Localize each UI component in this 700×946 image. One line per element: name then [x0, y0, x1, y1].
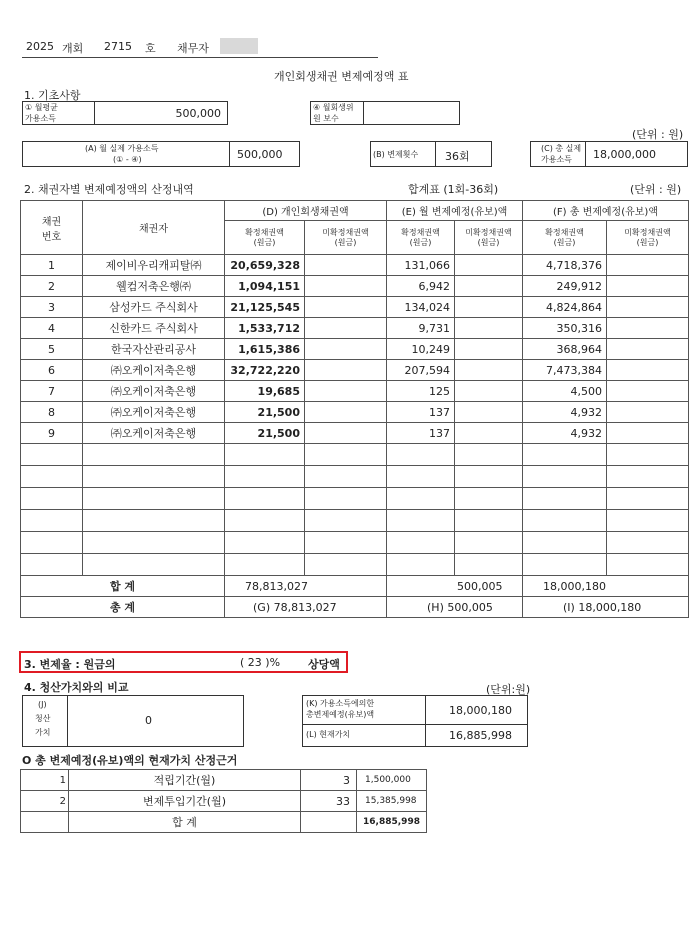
- debtor-label: 채무자: [177, 42, 209, 55]
- monthly-fee-label-1: ④ 월회생위: [313, 103, 354, 112]
- creditor-no: 1: [21, 255, 83, 276]
- box-j-value: 0: [145, 714, 152, 727]
- unconfirmed-claim: [305, 532, 387, 554]
- unconfirmed-claim: [305, 318, 387, 339]
- monthly-repayment: [387, 554, 455, 576]
- pv-no: 1: [21, 770, 69, 791]
- monthly-repayment: 134,024: [387, 297, 455, 318]
- monthly-repayment: 137: [387, 402, 455, 423]
- unconfirmed-claim: [305, 360, 387, 381]
- total-unconfirmed: [607, 510, 689, 532]
- header-rule: [22, 57, 378, 58]
- pv-label: 변제투입기간(월): [69, 791, 301, 812]
- total-repayment: 4,824,864: [523, 297, 607, 318]
- creditor-name: 제이비우리캐피탈㈜: [83, 255, 225, 276]
- case-year: 2025: [26, 40, 54, 53]
- total-i: (I) 18,000,180: [523, 597, 689, 618]
- pv-no: 2: [21, 791, 69, 812]
- pv-months: 3: [301, 770, 357, 791]
- sub-header-f-unconfirmed: 미확정채권액 (원금): [607, 221, 689, 255]
- repayment-rate-suffix: 상당액: [308, 658, 340, 671]
- sub-header-d-confirmed: 확정채권액 (원금): [225, 221, 305, 255]
- section2-summary: 합계표 (1회-36회): [408, 183, 499, 196]
- table-row: [21, 297, 689, 318]
- monthly-unconfirmed: [455, 510, 523, 532]
- pv-label: 적립기간(월): [69, 770, 301, 791]
- monthly-unconfirmed: [455, 360, 523, 381]
- monthly-repayment: 6,942: [387, 276, 455, 297]
- total-unconfirmed: [607, 554, 689, 576]
- box-k-value: 18,000,180: [449, 704, 512, 717]
- unconfirmed-claim: [305, 276, 387, 297]
- table-row: [21, 318, 689, 339]
- confirmed-claim: 1,094,151: [225, 276, 305, 297]
- col-header-e: (E) 월 변제예정(유보)액: [387, 201, 523, 221]
- total-unconfirmed: [607, 381, 689, 402]
- creditor-table: [20, 200, 689, 618]
- creditor-name: [83, 510, 225, 532]
- creditor-name: ㈜오케이저축은행: [83, 360, 225, 381]
- section2-unit: (단위 : 원): [630, 183, 682, 196]
- col-header-no: 채권 번호: [21, 201, 83, 255]
- box-kl: [302, 695, 528, 747]
- subtotal-f: 18,000,180: [523, 576, 689, 597]
- unconfirmed-claim: [305, 466, 387, 488]
- sub-header-e-confirmed: 확정채권액 (원금): [387, 221, 455, 255]
- total-label: 총 계: [21, 597, 225, 618]
- table-row: [21, 276, 689, 297]
- box-c-label-1: (C) 총 실제: [541, 144, 582, 153]
- col-header-d: (D) 개인회생채권액: [225, 201, 387, 221]
- confirmed-claim: [225, 488, 305, 510]
- monthly-unconfirmed: [455, 402, 523, 423]
- confirmed-claim: 21,125,545: [225, 297, 305, 318]
- creditor-no: 8: [21, 402, 83, 423]
- creditor-name: 웰컴저축은행㈜: [83, 276, 225, 297]
- total-repayment: [523, 466, 607, 488]
- confirmed-claim: [225, 532, 305, 554]
- monthly-unconfirmed: [455, 297, 523, 318]
- creditor-name: [83, 444, 225, 466]
- sub-header-e-unconfirmed: 미확정채권액 (원금): [455, 221, 523, 255]
- creditor-no: 3: [21, 297, 83, 318]
- total-unconfirmed: [607, 532, 689, 554]
- monthly-unconfirmed: [455, 466, 523, 488]
- creditor-no: [21, 532, 83, 554]
- monthly-income-value: 500,000: [175, 107, 221, 120]
- confirmed-claim: 21,500: [225, 423, 305, 444]
- table-row: [21, 339, 689, 360]
- monthly-repayment: 10,249: [387, 339, 455, 360]
- sub-header-d-unconfirmed: 미확정채권액 (원금): [305, 221, 387, 255]
- total-repayment: [523, 554, 607, 576]
- section1-heading: 1. 기초사항: [24, 89, 81, 102]
- document-title: 개인회생채권 변제예정액 표: [274, 70, 409, 83]
- total-repayment: [523, 488, 607, 510]
- box-a-label-1: (A) 월 실제 가용소득: [85, 144, 159, 153]
- total-repayment: 249,912: [523, 276, 607, 297]
- box-l-value: 16,885,998: [449, 729, 512, 742]
- unconfirmed-claim: [305, 510, 387, 532]
- pv-total-value: 16,885,998: [357, 812, 427, 833]
- unconfirmed-claim: [305, 554, 387, 576]
- pv-row: [21, 791, 427, 812]
- subtotal-d: 78,813,027: [225, 576, 387, 597]
- creditor-no: 9: [21, 423, 83, 444]
- table-row: [21, 381, 689, 402]
- monthly-unconfirmed: [455, 318, 523, 339]
- section5-heading: O 총 변제예정(유보)액의 현재가치 산정근거: [22, 754, 238, 767]
- col-header-creditor: 채권자: [83, 201, 225, 255]
- table-row: [21, 510, 689, 532]
- section1-unit: (단위 : 원): [632, 128, 684, 141]
- total-repayment: 7,473,384: [523, 360, 607, 381]
- subtotal-e: 500,005: [387, 576, 523, 597]
- table-row: [21, 402, 689, 423]
- case-number: 2715: [104, 40, 132, 53]
- total-unconfirmed: [607, 360, 689, 381]
- unconfirmed-claim: [305, 402, 387, 423]
- creditor-no: 2: [21, 276, 83, 297]
- monthly-repayment: 207,594: [387, 360, 455, 381]
- monthly-unconfirmed: [455, 381, 523, 402]
- box-a-value: 500,000: [237, 148, 283, 161]
- box-k-label-2: 총변제예정(유보)액: [306, 710, 375, 719]
- total-unconfirmed: [607, 466, 689, 488]
- repayment-rate-value: ( 23 )%: [240, 656, 281, 669]
- monthly-repayment: [387, 444, 455, 466]
- creditor-name: [83, 488, 225, 510]
- creditor-no: 6: [21, 360, 83, 381]
- creditor-no: 4: [21, 318, 83, 339]
- unconfirmed-claim: [305, 339, 387, 360]
- monthly-unconfirmed: [455, 255, 523, 276]
- total-h: (H) 500,005: [387, 597, 523, 618]
- col-header-f: (F) 총 변제예정(유보)액: [523, 201, 689, 221]
- confirmed-claim: 32,722,220: [225, 360, 305, 381]
- unconfirmed-claim: [305, 423, 387, 444]
- total-repayment: 4,500: [523, 381, 607, 402]
- total-repayment: 350,316: [523, 318, 607, 339]
- box-j-label-2: 청산: [35, 714, 51, 723]
- pv-value: 15,385,998: [357, 791, 427, 812]
- case-ho: 호: [145, 42, 156, 55]
- box-a-label-2: (① - ④): [113, 155, 142, 164]
- creditor-no: 7: [21, 381, 83, 402]
- section4-heading: 4. 청산가치와의 비교: [24, 681, 129, 694]
- pv-months: 33: [301, 791, 357, 812]
- subtotal-label: 합 계: [21, 576, 225, 597]
- unconfirmed-claim: [305, 297, 387, 318]
- total-g: (G) 78,813,027: [225, 597, 387, 618]
- monthly-repayment: [387, 532, 455, 554]
- monthly-repayment: 125: [387, 381, 455, 402]
- table-row: [21, 554, 689, 576]
- debtor-name-redacted: [220, 38, 258, 54]
- table-row: [21, 466, 689, 488]
- present-value-table: [20, 769, 427, 833]
- total-unconfirmed: [607, 423, 689, 444]
- confirmed-claim: 21,500: [225, 402, 305, 423]
- creditor-no: [21, 488, 83, 510]
- total-unconfirmed: [607, 255, 689, 276]
- total-unconfirmed: [607, 444, 689, 466]
- box-c-label-2: 가용소득: [541, 155, 572, 164]
- unconfirmed-claim: [305, 488, 387, 510]
- unconfirmed-claim: [305, 444, 387, 466]
- monthly-repayment: [387, 488, 455, 510]
- confirmed-claim: [225, 466, 305, 488]
- total-repayment: [523, 532, 607, 554]
- pv-total-label: 합 계: [69, 812, 301, 833]
- total-repayment: 4,718,376: [523, 255, 607, 276]
- creditor-no: [21, 444, 83, 466]
- creditor-no: [21, 510, 83, 532]
- box-b-label: (B) 변제횟수: [373, 150, 419, 159]
- creditor-name: ㈜오케이저축은행: [83, 381, 225, 402]
- confirmed-claim: 20,659,328: [225, 255, 305, 276]
- pv-value: 1,500,000: [357, 770, 427, 791]
- monthly-income-label-2: 가용소득: [25, 114, 56, 123]
- creditor-no: [21, 554, 83, 576]
- section4-unit: (단위:원): [486, 683, 531, 696]
- confirmed-claim: [225, 510, 305, 532]
- total-repayment: 368,964: [523, 339, 607, 360]
- creditor-no: [21, 466, 83, 488]
- box-b: [370, 141, 492, 167]
- total-repayment: [523, 510, 607, 532]
- box-j-label-3: 가치: [35, 728, 51, 737]
- creditor-name: 한국자산관리공사: [83, 339, 225, 360]
- box-l-label: (L) 현재가치: [306, 730, 351, 739]
- table-row: [21, 255, 689, 276]
- unconfirmed-claim: [305, 381, 387, 402]
- total-repayment: 4,932: [523, 423, 607, 444]
- box-j-label-1: (J): [38, 700, 47, 709]
- creditor-no: 5: [21, 339, 83, 360]
- total-unconfirmed: [607, 297, 689, 318]
- monthly-unconfirmed: [455, 339, 523, 360]
- table-row: [21, 488, 689, 510]
- table-row: [21, 532, 689, 554]
- table-row: [21, 423, 689, 444]
- monthly-repayment: 137: [387, 423, 455, 444]
- box-c-value: 18,000,000: [593, 148, 656, 161]
- creditor-name: [83, 532, 225, 554]
- confirmed-claim: [225, 554, 305, 576]
- confirmed-claim: 1,615,386: [225, 339, 305, 360]
- monthly-unconfirmed: [455, 488, 523, 510]
- monthly-repayment: [387, 466, 455, 488]
- creditor-name: [83, 554, 225, 576]
- monthly-fee-label-2: 원 보수: [313, 114, 339, 123]
- sub-header-f-confirmed: 확정채권액 (원금): [523, 221, 607, 255]
- total-unconfirmed: [607, 402, 689, 423]
- repayment-rate-label: 3. 변제율 : 원금의: [24, 658, 116, 671]
- total-repayment: 4,932: [523, 402, 607, 423]
- table-row: [21, 360, 689, 381]
- total-unconfirmed: [607, 488, 689, 510]
- monthly-income-label-1: ① 월평균: [25, 103, 58, 112]
- monthly-repayment: 131,066: [387, 255, 455, 276]
- creditor-name: ㈜오케이저축은행: [83, 423, 225, 444]
- section2-heading: 2. 채권자별 변제예정액의 산정내역: [24, 183, 194, 196]
- unconfirmed-claim: [305, 255, 387, 276]
- creditor-name: 삼성카드 주식회사: [83, 297, 225, 318]
- creditor-name: [83, 466, 225, 488]
- monthly-repayment: [387, 510, 455, 532]
- pv-row: [21, 770, 427, 791]
- case-type: 개회: [62, 42, 84, 55]
- total-unconfirmed: [607, 339, 689, 360]
- box-c: [530, 141, 688, 167]
- box-j: [22, 695, 244, 747]
- confirmed-claim: 19,685: [225, 381, 305, 402]
- box-b-value: 36회: [445, 150, 470, 163]
- monthly-unconfirmed: [455, 444, 523, 466]
- box-k-label-1: (K) 가용소득에의한: [306, 699, 375, 708]
- confirmed-claim: [225, 444, 305, 466]
- monthly-unconfirmed: [455, 554, 523, 576]
- creditor-name: ㈜오케이저축은행: [83, 402, 225, 423]
- monthly-unconfirmed: [455, 276, 523, 297]
- monthly-repayment: 9,731: [387, 318, 455, 339]
- total-unconfirmed: [607, 318, 689, 339]
- total-repayment: [523, 444, 607, 466]
- box-a: [22, 141, 300, 167]
- monthly-fee-box: [310, 101, 460, 125]
- table-row: [21, 444, 689, 466]
- monthly-income-box: [22, 101, 228, 125]
- monthly-unconfirmed: [455, 532, 523, 554]
- total-unconfirmed: [607, 276, 689, 297]
- creditor-name: 신한카드 주식회사: [83, 318, 225, 339]
- confirmed-claim: 1,533,712: [225, 318, 305, 339]
- monthly-unconfirmed: [455, 423, 523, 444]
